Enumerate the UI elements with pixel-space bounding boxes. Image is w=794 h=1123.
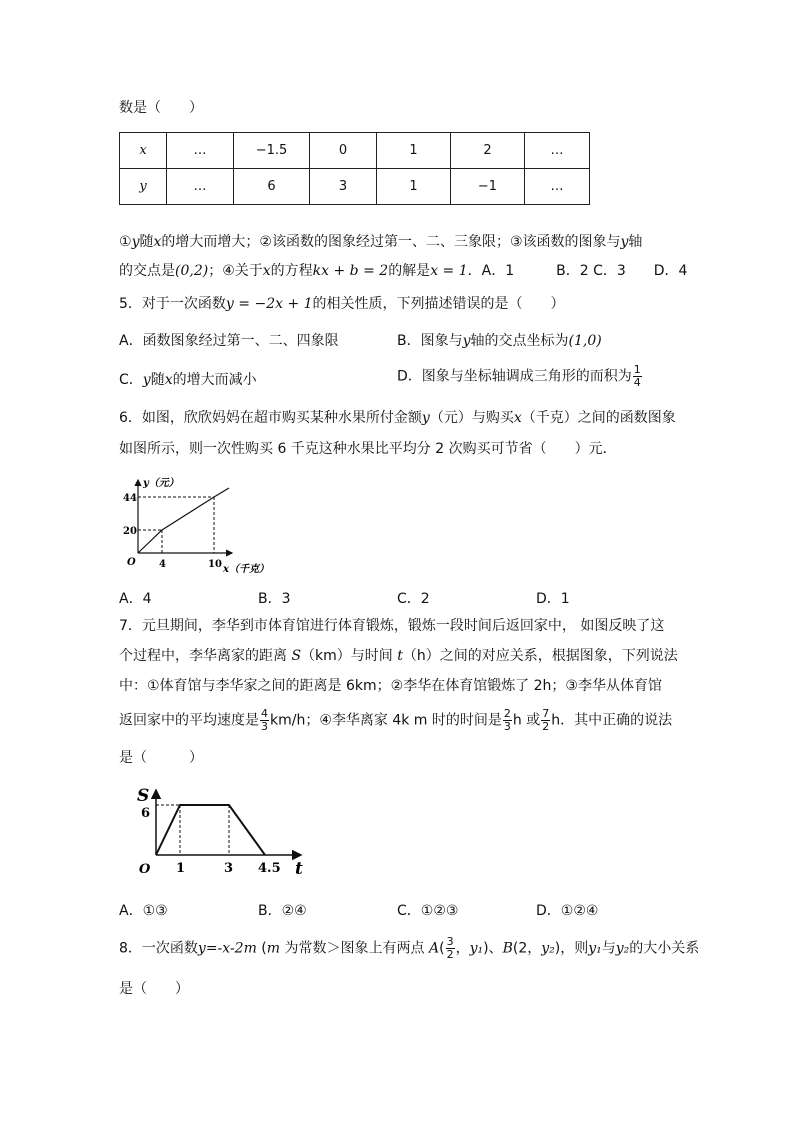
q7-line4: 返回家中的平均速度是 $\frac{4}{3}$ km/h；④李华离家 4k m 时的时间是 $\frac{2}{3}$ h 或 $\frac{7}{2}$ h．其中正确的说法 bbox=[119, 707, 673, 733]
y-tick-20: 20 bbox=[123, 526, 137, 537]
s-axis-label: S bbox=[137, 786, 150, 806]
q4-statements-line2: 的交点是(0,2)；④关于x的方程kx + b = 2的解是x = 1．A．1 B．2 C．3 D．4 bbox=[119, 263, 688, 279]
q4-statements-line1: ①y随x的增大而增大；②该函数的图象经过第一、二、三象限；③该函数的图象与y轴 bbox=[119, 234, 643, 250]
origin-label: O bbox=[139, 862, 151, 877]
q7-option-a: A．①③ bbox=[119, 903, 168, 919]
table-cell: … bbox=[525, 133, 590, 169]
q8-line1: 8．一次函数y=-x-2m (m 为常数＞图象上有两点 A( $\frac{3}{2}$ ，y₁)、B(2，y₂)，则y₁与y₂的大小关系 bbox=[119, 935, 700, 961]
q5-stem: 5．对于一次函数y = −2x + 1的相关性质，下列描述错误的是（ ） bbox=[119, 296, 565, 312]
q6-option-b: B．3 bbox=[258, 591, 291, 607]
x-axis-label: x（千克） bbox=[223, 564, 269, 575]
table-cell: 6 bbox=[234, 169, 310, 205]
value-table bbox=[119, 132, 590, 205]
q8-line2: 是（ ） bbox=[119, 981, 189, 997]
q6-option-c: C．2 bbox=[397, 591, 430, 607]
table-cell: … bbox=[167, 133, 234, 169]
s-tick-6: 6 bbox=[141, 806, 151, 821]
q5-option-d: D．图象与坐标轴调成三角形的而积为 $\frac{1}{4}$ bbox=[397, 363, 641, 389]
q7-option-c: C．①②③ bbox=[397, 903, 459, 919]
q6-line2: 如图所示，则一次性购买 6 千克这种水果比平均分 2 次购买可节省（ ）元． bbox=[119, 441, 617, 457]
price-line bbox=[138, 497, 214, 553]
table-row-x bbox=[120, 133, 590, 169]
q7-line5: 是（ ） bbox=[119, 750, 203, 766]
q7-line2: 个过程中，李华离家的距离 S（km）与时间 t（h）之间的对应关系，根据图象，下列说法 bbox=[119, 648, 678, 664]
table-cell: 3 bbox=[310, 169, 377, 205]
q6-option-a: A．4 bbox=[119, 591, 152, 607]
t-tick-1: 1 bbox=[176, 861, 186, 876]
table-cell: x bbox=[120, 133, 167, 169]
q5-option-b: B．图象与y轴的交点坐标为(1,0) bbox=[397, 333, 602, 349]
table-cell: y bbox=[120, 169, 167, 205]
table-cell: … bbox=[167, 169, 234, 205]
table-cell: 2 bbox=[451, 133, 525, 169]
table-cell: −1 bbox=[451, 169, 525, 205]
q7-option-d: D．①②④ bbox=[536, 903, 599, 919]
x-tick-10: 10 bbox=[208, 559, 222, 570]
table-cell: 1 bbox=[377, 133, 451, 169]
t-tick-4-5: 4.5 bbox=[258, 861, 281, 876]
t-axis-label: t bbox=[295, 859, 303, 879]
q4-stem-tail: 数是（ ） bbox=[119, 100, 203, 116]
q7-line1: 7．元旦期间，李华到市体育馆进行体育锻炼，锻炼一段时间后返回家中， 如图反映了这 bbox=[119, 618, 665, 634]
q6-line1: 6．如图，欣欣妈妈在超市购买某种水果所付金额y（元）与购买x（千克）之间的函数图象 bbox=[119, 410, 676, 426]
q6-price-graph bbox=[119, 474, 279, 582]
y-axis-label: y（元） bbox=[143, 478, 179, 489]
q7-option-b: B．②④ bbox=[258, 903, 307, 919]
origin-label: O bbox=[127, 557, 136, 568]
table-cell: −1.5 bbox=[234, 133, 310, 169]
table-cell: 1 bbox=[377, 169, 451, 205]
table-row-y bbox=[120, 169, 590, 205]
price-line-extension bbox=[214, 488, 229, 497]
t-tick-3: 3 bbox=[224, 861, 234, 876]
distance-line bbox=[156, 805, 265, 855]
q5-option-a: A．函数图象经过第一、二、四象限 bbox=[119, 333, 339, 349]
q7-distance-graph bbox=[125, 780, 315, 880]
q7-line3: 中：①体育馆与李华家之间的距离是 6km；②李华在体育馆锻炼了 2h；③李华从体育馆 bbox=[119, 678, 662, 694]
y-tick-44: 44 bbox=[123, 493, 137, 504]
q6-option-d: D．1 bbox=[536, 591, 570, 607]
q5-option-c: C．y随x的增大而减小 bbox=[119, 372, 257, 388]
x-tick-4: 4 bbox=[159, 559, 166, 570]
table-cell: 0 bbox=[310, 133, 377, 169]
table-cell: … bbox=[525, 169, 590, 205]
